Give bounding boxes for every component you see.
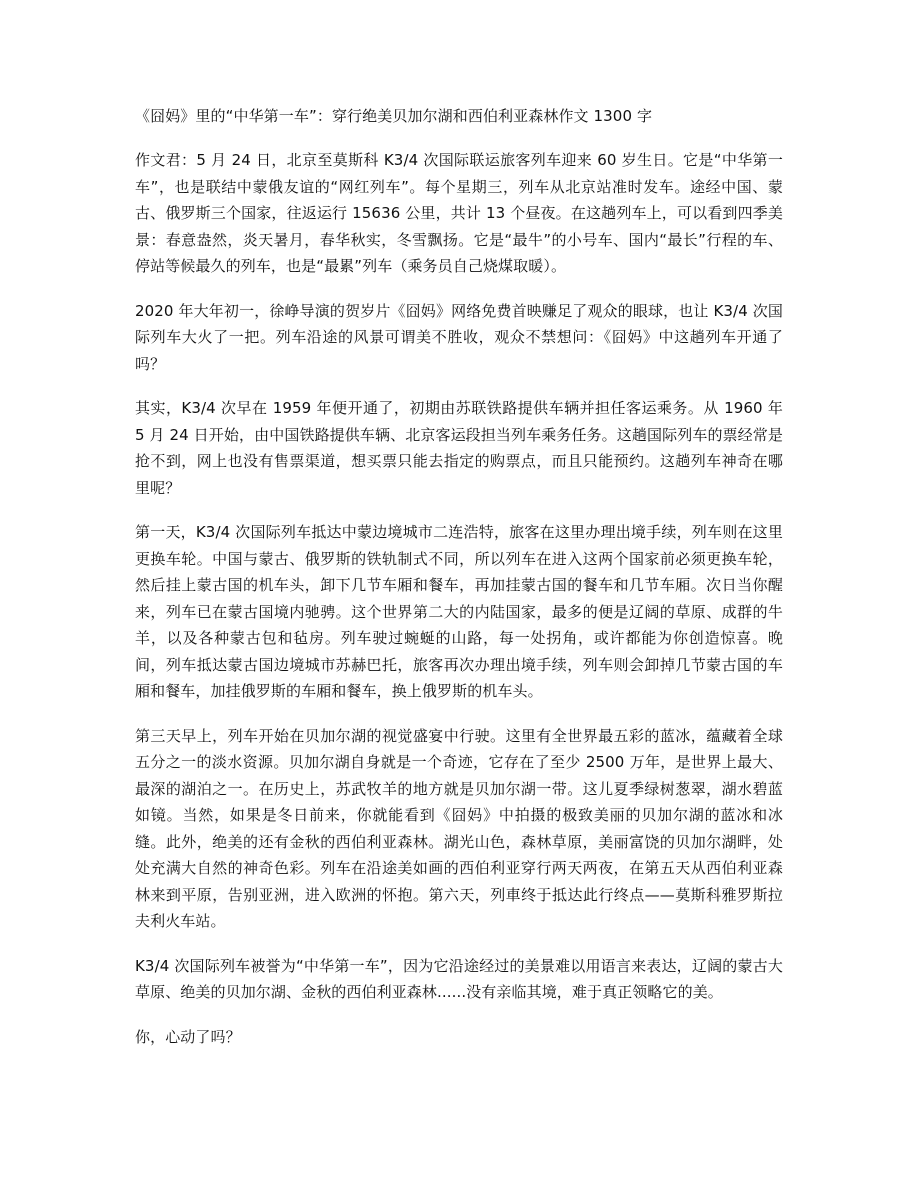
paragraph-day-three: 第三天早上，列车开始在贝加尔湖的视觉盛宴中行驶。这里有全世界最五彩的蓝冰，蕴藏着全球五分之一的淡水资源。贝加尔湖自身就是一个奇迹，它存在了至少 2500 万年，是世界上最大、最深的湖泊之一。在历史上，苏武牧羊的地方就是贝加尔湖一带。这儿夏季绿树葱翠，湖水碧蓝如镜。当然，如果是冬日前来，你就能看到《囧妈》中拍摄的极致美丽的贝加尔湖的蓝冰和冰缝。此外，绝美的还有金秋的西伯利亚森林。湖光山色，森林草原，美丽富饶的贝加尔湖畔，处处充满大自然的神奇色彩。列车在沿途美如画的西伯利亚穿行两天两夜，在第五天从西伯利亚森林来到平原，告别亚洲，进入欧洲的怀抱。第六天，列車终于抵达此行终点——莫斯科雅罗斯拉夫利火车站。 bbox=[135, 726, 783, 930]
paragraph-film: 2020 年大年初一，徐峥导演的贺岁片《囧妈》网络免费首映赚足了观众的眼球，也让 K3/4 次国际列车大火了一把。列车沿途的风景可谓美不胜收，观众不禁想问：《囧妈》中这趟列车开通了吗？ bbox=[135, 301, 783, 373]
document-page bbox=[135, 103, 783, 1068]
paragraph-closing: 你，心动了吗？ bbox=[135, 1027, 241, 1046]
paragraph-intro: 作文君：5 月 24 日，北京至莫斯科 K3/4 次国际联运旅客列车迎来 60 岁生日。它是“中华第一车”，也是联结中蒙俄友谊的“网红列车”。每个星期三，列车从北京站准时发车。途经中国、蒙古、俄罗斯三个国家，往返运行 15636 公里，共计 13 个昼夜。在这趟列车上，可以看到四季美景：春意盎然，炎天暑月，春华秋实，冬雪飘扬。它是“最牛”的小号车、国内“最长”行程的车、停站等候最久的列车，也是“最累”列车（乘务员自己烧煤取暖）。 bbox=[135, 151, 783, 275]
paragraph-summary: K3/4 次国际列车被誉为“中华第一车”，因为它沿途经过的美景难以用语言来表达，辽阔的蒙古大草原、绝美的贝加尔湖、金秋的西伯利亚森林......没有亲临其境，难于真正领略它的美。 bbox=[135, 956, 783, 1001]
paragraph-history: 其实，K3/4 次早在 1959 年便开通了，初期由苏联铁路提供车辆并担任客运乘务。从 1960 年 5 月 24 日开始，由中国铁路提供车辆、北京客运段担当列车乘务任务。这趟国际列车的票经常是抢不到，网上也没有售票渠道，想买票只能去指定的购票点，而且只能预约。这趟列车神奇在哪里呢？ bbox=[135, 399, 783, 497]
paragraph-day-one: 第一天，K3/4 次国际列车抵达中蒙边境城市二连浩特，旅客在这里办理出境手续，列车则在这里更换车轮。中国与蒙古、俄罗斯的铁轨制式不同，所以列车在进入这两个国家前必须更换车轮，然后挂上蒙古国的机车头，卸下几节车厢和餐车，再加挂蒙古国的餐车和几节车厢。次日当你醒来，列车已在蒙古国境内驰骋。这个世界第二大的内陆国家，最多的便是辽阔的草原、成群的牛羊，以及各种蒙古包和毡房。列车驶过蜿蜒的山路，每一处拐角，或许都能为你创造惊喜。晚间，列车抵达蒙古国边境城市苏赫巴托，旅客再次办理出境手续，列车则会卸掉几节蒙古国的车厢和餐车，加挂俄罗斯的车厢和餐车，换上俄罗斯的机车头。 bbox=[135, 523, 783, 700]
document-title: 《囧妈》里的“中华第一车”：穿行绝美贝加尔湖和西伯利亚森林作文 1300 字 bbox=[135, 107, 653, 125]
